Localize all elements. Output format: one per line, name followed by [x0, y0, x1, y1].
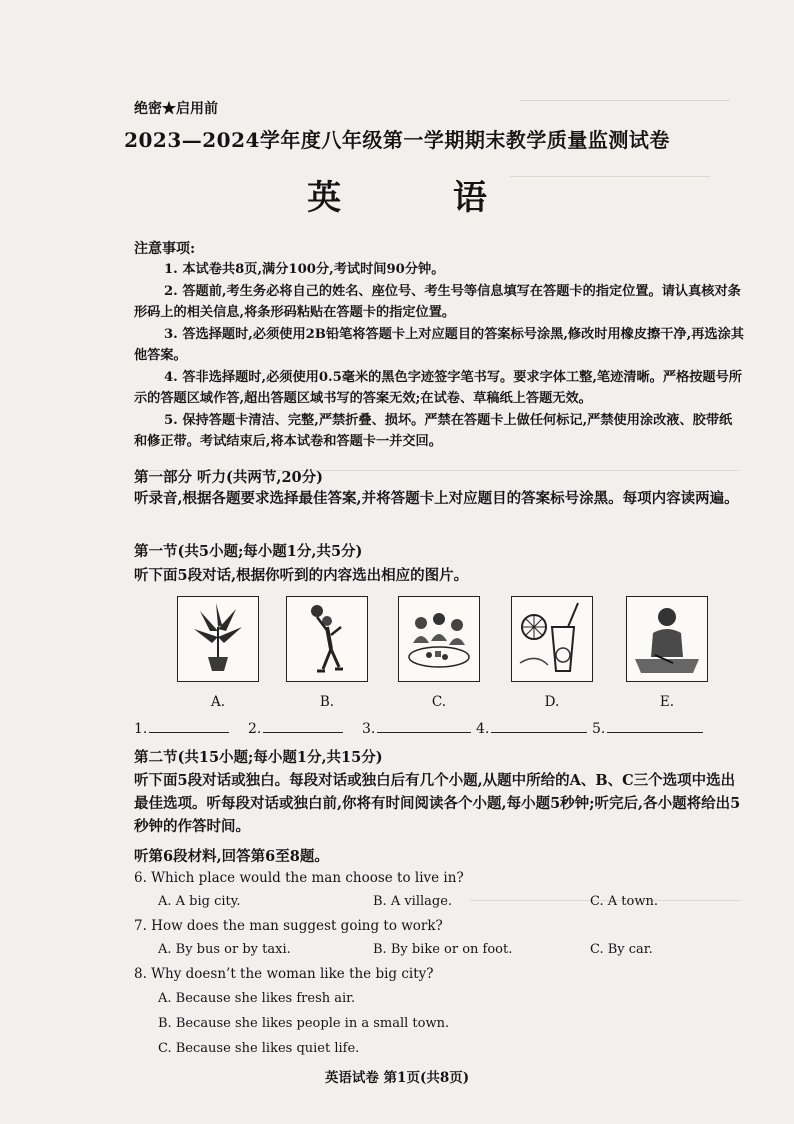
option[interactable]: B. Because she likes people in a small town.: [158, 1016, 450, 1031]
picture-d: [511, 596, 593, 682]
option[interactable]: C. Because she likes quiet life.: [158, 1041, 360, 1056]
note-item: 5. 保持答题卡清洁、完整,严禁折叠、损坏。严禁在答题卡上做任何标记,严禁使用涂改液、胶带纸和修正带。考试结束后,将本试卷和答题卡一并交回。: [134, 412, 733, 449]
potted-plant-icon: [178, 597, 258, 681]
question-7: 7. How does the man suggest going to work?: [134, 918, 443, 934]
picture-e: [626, 596, 708, 682]
question-8: 8. Why doesn’t the woman like the big city?: [134, 966, 434, 982]
option[interactable]: A. By bus or by taxi.: [158, 942, 291, 957]
picture-label: C.: [431, 694, 447, 710]
student-writing-icon: [627, 597, 707, 681]
note-item: 4. 答非选择题时,必须使用0.5毫米的黑色字迹签字笔书写。要求字体工整,笔迹清晰。严格按题号所示的答题区域作答,超出答题区域书写的答案无效;在试卷、草稿纸上答题无效。: [134, 369, 742, 406]
question-6: 6. Which place would the man choose to live in?: [134, 870, 464, 886]
basketball-player-icon: [287, 597, 367, 681]
picture-a: [177, 596, 259, 682]
section1-instruction: 听下面5段对话,根据你听到的内容选出相应的图片。: [134, 567, 469, 584]
picture-label: E.: [659, 694, 675, 710]
option[interactable]: C. A town.: [590, 894, 658, 909]
notes-title: 注意事项:: [134, 241, 196, 257]
picture-b: [286, 596, 368, 682]
section2-instruction: 听下面5段对话或独白。每段对话或独白后有几个小题,从题中所给的A、B、C三个选项中选出最佳选项。听每段对话或独白前,你将有时间阅读各个小题,每小题5秒钟;听完后,各小题将给出5秒钟的作答时间。: [134, 772, 741, 835]
option[interactable]: A. Because she likes fresh air.: [158, 991, 356, 1006]
note-item: 3. 答选择题时,必须使用2B铅笔将答题卡上对应题目的答案标号涂黑,修改时用橡皮擦干净,再选涂其他答案。: [134, 326, 744, 363]
note-item: 1. 本试卷共8页,满分100分,考试时间90分钟。: [164, 262, 445, 277]
section1-title: 第一节(共5小题;每小题1分,共5分): [134, 543, 363, 560]
lemon-drink-icon: [512, 597, 592, 681]
subject-title: 英 语: [307, 178, 537, 218]
picture-label: D.: [544, 694, 560, 710]
answer-blank[interactable]: 1.: [134, 720, 229, 737]
option[interactable]: B. By bike or on foot.: [373, 942, 513, 957]
confidential-label: 绝密★启用前: [134, 101, 218, 117]
bleed-through-mark: [520, 100, 730, 109]
answer-blank[interactable]: 5.: [592, 720, 703, 737]
material-note: 听第6段材料,回答第6至8题。: [134, 848, 329, 865]
option[interactable]: C. By car.: [590, 942, 653, 957]
note-item: 2. 答题前,考生务必将自己的姓名、座位号、考生号等信息填写在答题卡的指定位置。请认真核对条形码上的相关信息,将条形码粘贴在答题卡的指定位置。: [134, 283, 741, 320]
exam-title: 2023—2024学年度八年级第一学期期末教学质量监测试卷: [124, 128, 670, 152]
page-footer: 英语试卷 第1页(共8页): [324, 1070, 470, 1086]
answer-blank[interactable]: 4.: [476, 720, 587, 737]
family-picnic-icon: [399, 597, 479, 681]
answer-blank[interactable]: 3.: [362, 720, 471, 737]
part1-title: 第一部分 听力(共两节,20分): [134, 469, 323, 486]
option[interactable]: A. A big city.: [158, 894, 241, 909]
notes-list: [134, 259, 744, 453]
section2-title: 第二节(共15小题;每小题1分,共15分): [134, 749, 383, 766]
picture-label: A.: [210, 694, 226, 710]
answer-blank[interactable]: 2.: [248, 720, 343, 737]
part1-instruction: 听录音,根据各题要求选择最佳答案,并将答题卡上对应题目的答案标号涂黑。每项内容读两遍。: [134, 490, 739, 507]
option[interactable]: B. A village.: [373, 894, 453, 909]
picture-c: [398, 596, 480, 682]
picture-label: B.: [319, 694, 335, 710]
